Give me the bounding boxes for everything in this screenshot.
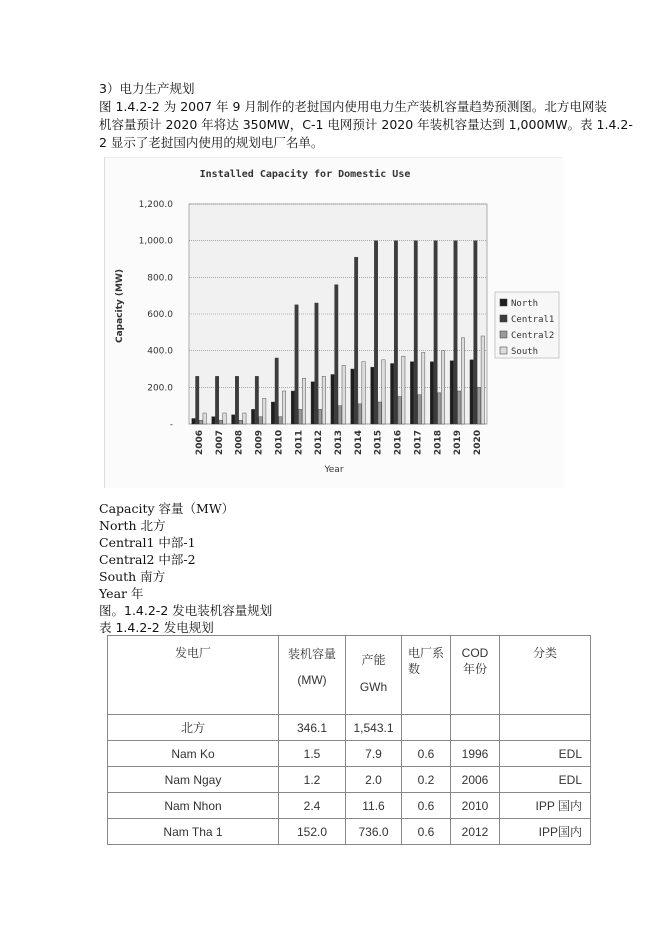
y-tick-label: 1,200.0: [138, 200, 173, 210]
table-caption: 表 1.4.2-2 发电规划: [99, 620, 214, 635]
bar-central2-2014: [358, 404, 361, 424]
bar-north-2015: [371, 367, 374, 424]
x-tick-label: 2016: [393, 430, 404, 456]
legend-label-central1: Central1: [511, 315, 555, 325]
x-tick-label: 2014: [353, 430, 364, 456]
bar-central1-2019: [454, 241, 457, 424]
plant-factor-cell: [402, 715, 451, 741]
bar-central1-2020: [474, 241, 477, 424]
bar-central1-2016: [394, 241, 397, 424]
plant-cell: Nam Ko: [108, 741, 279, 767]
bar-central2-2019: [458, 391, 461, 424]
header-plant-factor: 电厂系数: [402, 636, 451, 715]
bar-central1-2015: [374, 241, 377, 424]
bar-south-2015: [382, 360, 385, 424]
plant-cell: Nam Ngay: [108, 767, 279, 793]
bar-central1-2017: [414, 241, 417, 424]
cod-year-cell: 1996: [451, 741, 500, 767]
bar-north-2010: [271, 402, 274, 424]
table-row: [108, 819, 591, 845]
bar-north-2016: [391, 364, 394, 425]
bar-south-2010: [282, 391, 285, 424]
bar-central2-2012: [318, 409, 321, 424]
header-capacity: 装机容量 (MW): [279, 636, 346, 715]
bar-north-2006: [192, 419, 195, 425]
x-tick-label: 2008: [234, 430, 245, 456]
category-cell: IPP 国内: [500, 793, 591, 819]
legend-label-south: South: [511, 347, 539, 357]
table-row: [108, 793, 591, 819]
chart-title: Installed Capacity for Domestic Use: [199, 169, 411, 180]
paragraph-line-1: 图 1.4.2-2 为 2007 年 9 月制作的老挝国内使用电力生产装机容量趋势预测图。北方电网装: [99, 99, 607, 114]
bar-south-2009: [263, 398, 266, 424]
glossary-central1: Central1 中部-1: [99, 535, 196, 550]
bar-south-2018: [441, 351, 444, 424]
x-tick-label: 2013: [334, 430, 344, 456]
plant-cell: Nam Nhon: [108, 793, 279, 819]
bar-south-2017: [421, 353, 424, 425]
legend-swatch-north: [500, 299, 507, 306]
bar-north-2008: [232, 415, 235, 424]
header-plant: 发电厂: [108, 636, 279, 715]
bar-south-2011: [302, 378, 305, 424]
paragraph-line-3: 2 显示了老挝国内使用的规划电厂名单。: [99, 135, 324, 150]
bar-central2-2008: [239, 420, 242, 424]
capacity-chart-svg: [105, 158, 563, 488]
x-tick-label: 2009: [254, 430, 265, 456]
category-cell: [500, 715, 591, 741]
bar-central2-2015: [378, 402, 381, 424]
bar-north-2018: [430, 362, 433, 424]
bar-central1-2013: [335, 285, 338, 424]
capacity-cell: 1.5: [279, 741, 346, 767]
capacity-cell: 1.2: [279, 767, 346, 793]
bar-central1-2008: [235, 376, 238, 424]
bar-central1-2011: [295, 305, 298, 424]
bar-north-2012: [311, 382, 314, 424]
bar-north-2009: [251, 409, 254, 424]
bar-central2-2007: [219, 420, 222, 424]
generation-cell: 736.0: [346, 819, 402, 845]
y-tick-label: 200.0: [147, 383, 173, 394]
generation-cell: 7.9: [346, 741, 402, 767]
legend-label-north: North: [511, 299, 539, 309]
header-generation: 产能 GWh: [346, 636, 402, 715]
power-plant-table: [107, 635, 591, 845]
bar-central2-2020: [477, 387, 480, 424]
bar-central1-2014: [354, 257, 357, 424]
bar-central2-2006: [199, 420, 202, 424]
bar-central1-2012: [315, 303, 318, 424]
bar-central2-2009: [259, 417, 262, 424]
header-category: 分类: [500, 636, 591, 715]
x-tick-label: 2015: [373, 430, 384, 456]
cod-year-cell: 2012: [451, 819, 500, 845]
plant-cell: 北方: [108, 715, 279, 741]
header-cod-year: COD 年份: [451, 636, 500, 715]
plant-factor-cell: 0.6: [402, 819, 451, 845]
bar-central2-2017: [418, 395, 421, 424]
capacity-cell: 152.0: [279, 819, 346, 845]
bar-south-2006: [203, 413, 206, 424]
x-tick-label: 2017: [413, 430, 424, 456]
bar-central1-2010: [275, 358, 278, 424]
y-tick-label: 600.0: [147, 310, 173, 320]
x-tick-label: 2007: [214, 430, 225, 456]
plant-factor-cell: 0.6: [402, 741, 451, 767]
x-tick-label: 2018: [433, 430, 444, 456]
bar-central1-2006: [196, 376, 199, 424]
y-tick-label: 400.0: [147, 346, 173, 357]
bar-south-2008: [243, 413, 246, 424]
bar-north-2007: [212, 417, 215, 424]
bar-south-2012: [322, 376, 325, 424]
glossary-south: South 南方: [99, 569, 166, 584]
legend-swatch-central1: [500, 315, 507, 322]
bar-central1-2009: [255, 376, 258, 424]
x-tick-label: 2010: [274, 430, 285, 456]
cod-year-cell: 2010: [451, 793, 500, 819]
capacity-cell: 2.4: [279, 793, 346, 819]
cod-year-cell: 2006: [451, 767, 500, 793]
glossary-capacity: Capacity 容量（MW）: [99, 501, 235, 516]
y-tick-label: 800.0: [147, 273, 173, 284]
bar-south-2007: [223, 413, 226, 424]
glossary-north: North 北方: [99, 518, 166, 533]
cod-year-cell: [451, 715, 500, 741]
bar-central2-2011: [299, 409, 302, 424]
table-header-row: [108, 636, 591, 715]
bar-north-2013: [331, 375, 334, 425]
bar-south-2019: [461, 338, 464, 424]
generation-cell: 11.6: [346, 793, 402, 819]
bar-north-2019: [450, 361, 453, 424]
bar-central2-2018: [438, 393, 441, 424]
bar-central1-2007: [215, 376, 218, 424]
x-tick-label: 2011: [294, 430, 305, 456]
x-tick-label: 2020: [473, 430, 484, 456]
bar-central1-2018: [434, 241, 437, 424]
bar-south-2016: [402, 356, 405, 424]
x-axis-label: Year: [324, 465, 344, 475]
figure-caption: 图。1.4.2-2 发电装机容量规划: [99, 603, 273, 618]
y-axis-label: Capacity (MW): [115, 268, 125, 344]
bar-south-2020: [481, 336, 484, 424]
category-cell: EDL: [500, 767, 591, 793]
capacity-chart: [104, 157, 563, 488]
y-tick-label: -: [169, 420, 173, 430]
bar-central2-2016: [398, 397, 401, 425]
legend-swatch-south: [500, 347, 507, 354]
x-tick-label: 2012: [314, 430, 325, 456]
legend-swatch-central2: [500, 331, 507, 338]
plant-factor-cell: 0.2: [402, 767, 451, 793]
table-row: [108, 715, 591, 741]
generation-cell: 2.0: [346, 767, 402, 793]
bar-south-2013: [342, 365, 345, 424]
bar-north-2014: [351, 369, 354, 424]
category-cell: EDL: [500, 741, 591, 767]
y-tick-label: 1,000.0: [138, 236, 173, 247]
glossary-year: Year 年: [99, 586, 144, 601]
x-tick-label: 2006: [194, 430, 205, 456]
bar-north-2017: [410, 362, 413, 424]
bar-north-2011: [291, 391, 294, 424]
glossary-central2: Central2 中部-2: [99, 552, 196, 567]
paragraph-line-2: 机容量预计 2020 年将达 350MW，C-1 电网预计 2020 年装机容量达到 1,000MW。表 1.4.2-: [99, 117, 633, 132]
legend-label-central2: Central2: [511, 331, 555, 341]
table-row: [108, 767, 591, 793]
category-cell: IPP国内: [500, 819, 591, 845]
bar-central2-2010: [279, 417, 282, 424]
plant-factor-cell: 0.6: [402, 793, 451, 819]
section-heading: 3）电力生产规划: [99, 81, 195, 96]
bar-south-2014: [362, 362, 365, 424]
generation-cell: 1,543.1: [346, 715, 402, 741]
plant-cell: Nam Tha 1: [108, 819, 279, 845]
capacity-cell: 346.1: [279, 715, 346, 741]
table-row: [108, 741, 591, 767]
x-tick-label: 2019: [453, 430, 464, 456]
bar-central2-2013: [338, 406, 341, 424]
bar-north-2020: [470, 360, 473, 424]
